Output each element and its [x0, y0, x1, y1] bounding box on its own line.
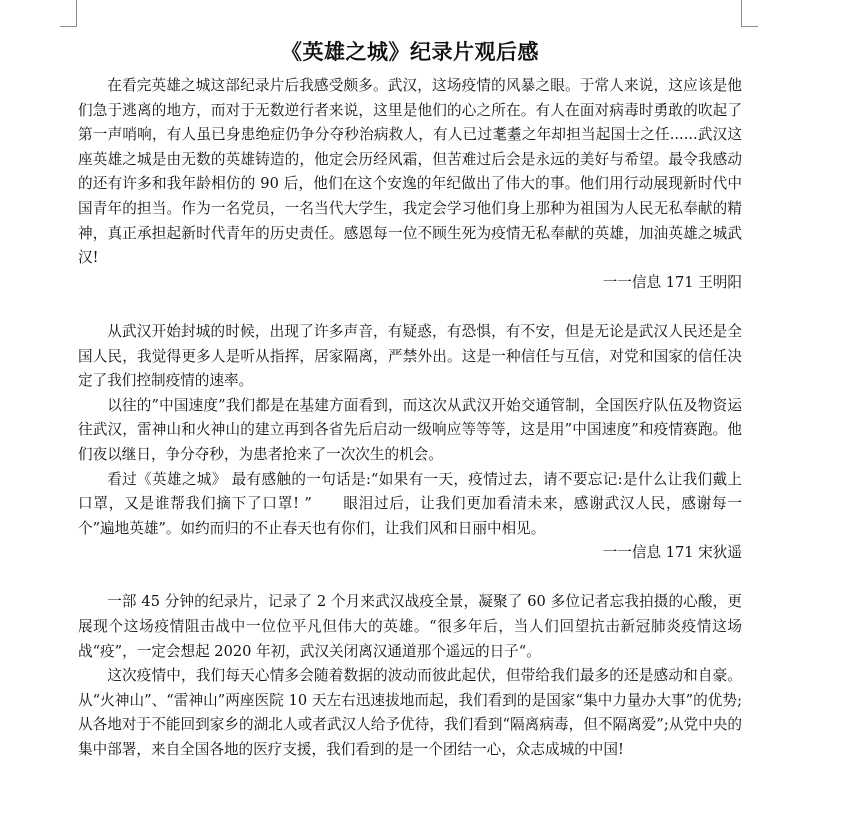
- paragraph: 在看完英雄之城这部纪录片后我感受颇多。武汉，这场疫情的风暴之眼。于常人来说，这应该是他们急于逃离的地方，而对于无数逆行者来说，这里是他们的心之所在。有人在面对病毒时勇敢的吹起了第一声哨响，有人虽已身患绝症仍争分夺秒治病救人，有人已过耄耋之年却担当起国士之任......武汉这座英雄之城是由无数的英雄铸造的，他定会历经风霜，但苦难过后会是永远的美好与希望。最令我感动的还有许多和我年龄相仿的 90 后，他们在这个安逸的年纪做出了伟大的事。他们用行动展现新时代中国青年的担当。作为一名党员，一名当代大学生，我定会学习他们身上那种为祖国为人民无私奉献的精神，真正承担起新时代青年的历史责任。感恩每一位不顾生死为疫情无私奉献的英雄，加油英雄之城武汉!: [78, 77, 742, 267]
- margin-mark-top-left-h: [60, 26, 77, 27]
- paragraph: 从武汉开始封城的时候，出现了许多声音，有疑惑，有恐惧，有不安，但是无论是武汉人民还是全国人民，我觉得更多人是听从指挥，居家隔离，严禁外出。这是一种信任与互信，对党和国家的信任决定了我们控制疫情的速率。: [78, 322, 742, 390]
- paragraph: 看过《英雄之城》 最有感触的一句话是:“如果有一天，疫情过去，请不要忘记:是什么让我们戴上口罩，又是谁帮我们摘下了口罩! ” 眼泪过后，让我们更加看清未来，感谢武汉人民，感谢每一个”遍地英雄”。如约而归的不止春天也有你们，让我们风和日丽中相见。: [78, 470, 742, 537]
- blank-line: [78, 295, 742, 320]
- paragraph: 一部 45 分钟的纪录片，记录了 2 个月来武汉战疫全景，凝聚了 60 多位记者忘我拍摄的心酸，更展现个这场疫情阻击战中一位位平凡但伟大的英雄。“很多年后，当人们回望抗击新冠肺炎疫情这场战“疫”，一定会想起 2020 年初，武汉关闭离汉通道那个遥远的日子“。: [78, 593, 742, 660]
- paragraph: 这次疫情中，我们每天心情多会随着数据的波动而彼此起伏，但带给我们最多的还是感动和自豪。从“火神山”、“雷神山”两座医院 10 天左右迅速拔地而起，我们看到的是国家“集中力量办大事”的优势;从各地对于不能回到家乡的湖北人或者武汉人给予优待，我们看到“隔离病毒，但不隔离爱”;从党中央的集中部署，来自全国各地的医疗支援，我们看到的是一个团结一心，众志成城的中国!: [78, 667, 742, 759]
- paragraph: 以往的”中国速度”我们都是在基建方面看到，而这次从武汉开始交通管制，全国医疗队伍及物资运往武汉，雷神山和火神山的建立再到各省先后启动一级响应等等等，这是用”中国速度”和疫情赛跑。他们夜以继日，争分夺秒，为患者抢来了一次次生的机会。: [78, 396, 742, 463]
- margin-mark-top-left: [76, 0, 77, 26]
- blank-line: [78, 566, 742, 591]
- document-title: 《英雄之城》纪录片观后感: [281, 39, 539, 64]
- margin-mark-top-right: [741, 0, 758, 26]
- signature: 一一信息 171 王明阳: [602, 273, 742, 291]
- margin-mark-top-right-h: [741, 26, 758, 27]
- signature: 一一信息 171 宋狄遥: [602, 544, 742, 562]
- document-page: [78, 30, 742, 763]
